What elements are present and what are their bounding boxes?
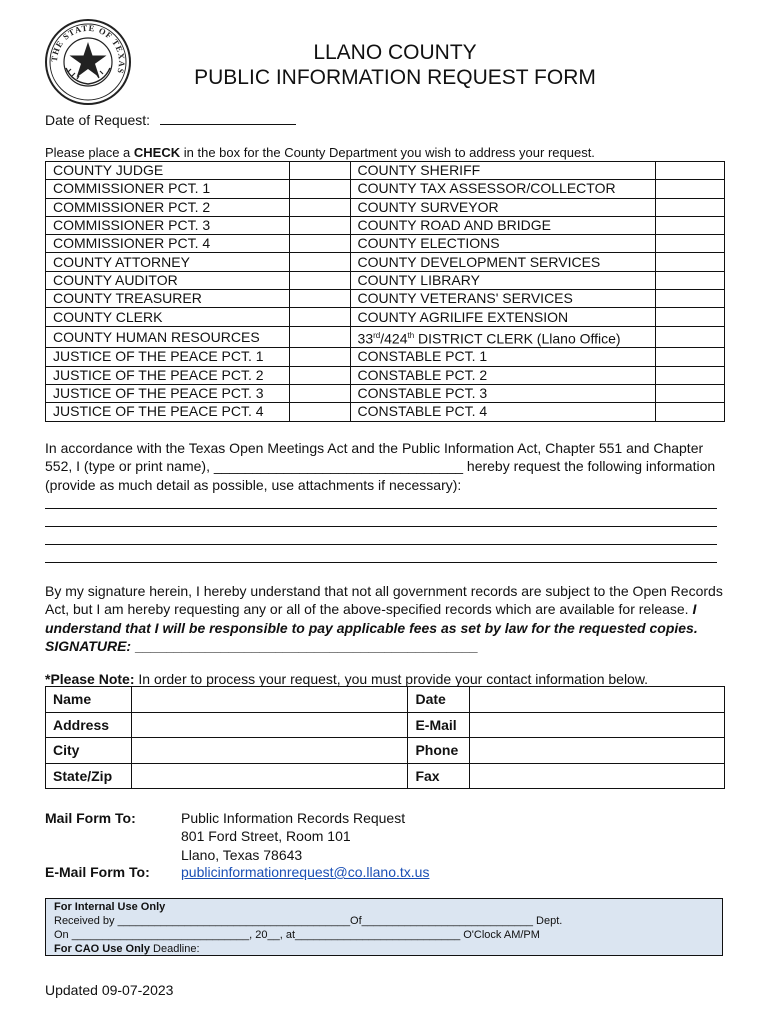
county-seal-logo — [44, 18, 132, 106]
received-by-line[interactable]: Received by ______________________________________Of____________________________ Dept. — [54, 915, 563, 927]
department-label: COMMISSIONER PCT. 4 — [46, 235, 290, 253]
department-checkbox[interactable] — [289, 348, 350, 366]
department-checkbox[interactable] — [656, 198, 725, 216]
department-checkbox[interactable] — [289, 180, 350, 198]
address-input[interactable] — [131, 712, 408, 738]
city-label: City — [46, 738, 132, 764]
email-input[interactable] — [470, 712, 725, 738]
department-label: COMMISSIONER PCT. 3 — [46, 216, 290, 234]
department-label: COUNTY AGRILIFE EXTENSION — [350, 308, 656, 326]
department-checkbox[interactable] — [656, 326, 725, 348]
department-label: JUSTICE OF THE PEACE PCT. 4 — [46, 403, 290, 421]
internal-use-title: For Internal Use Only — [54, 901, 166, 913]
department-label: COUNTY JUDGE — [46, 162, 290, 180]
department-row — [46, 403, 725, 421]
page-subtitle: PUBLIC INFORMATION REQUEST FORM — [194, 66, 596, 89]
department-row — [46, 366, 725, 384]
department-checkbox[interactable] — [289, 366, 350, 384]
email-link[interactable]: publicinformationrequest@co.llano.tx.us — [181, 864, 430, 880]
address-label: Address — [46, 712, 132, 738]
department-checkbox[interactable] — [656, 180, 725, 198]
mail-address-line2: 801 Ford Street, Room 101 — [181, 828, 351, 844]
department-label: COUNTY TAX ASSESSOR/COLLECTOR — [350, 180, 656, 198]
department-label: COUNTY SHERIFF — [350, 162, 656, 180]
department-checkbox[interactable] — [656, 366, 725, 384]
on-date-line[interactable]: On _____________________________, 20__, at___________________________ O'Clock AM/PM — [54, 929, 540, 941]
request-line-4[interactable] — [45, 562, 717, 563]
department-label: COMMISSIONER PCT. 2 — [46, 198, 290, 216]
department-row — [46, 348, 725, 366]
department-checkbox[interactable] — [656, 384, 725, 402]
request-paragraph: In accordance with the Texas Open Meetings Act and the Public Information Act, Chapter 551 and Chapter 552, I (type or print name), ________________________________ hereby request the following information (provide as much detail as possible, use attachments if necessary): — [45, 440, 716, 493]
contact-row-city — [46, 738, 725, 764]
department-checkbox[interactable] — [289, 162, 350, 180]
department-label: JUSTICE OF THE PEACE PCT. 2 — [46, 366, 290, 384]
department-label: COUNTY VETERANS' SERVICES — [350, 290, 656, 308]
department-label: COUNTY HUMAN RESOURCES — [46, 326, 290, 348]
department-label: JUSTICE OF THE PEACE PCT. 1 — [46, 348, 290, 366]
department-label: COUNTY TREASURER — [46, 290, 290, 308]
department-checkbox[interactable] — [656, 348, 725, 366]
contact-note: *Please Note: In order to process your request, you must provide your contact information below. — [45, 671, 649, 687]
page-title: LLANO COUNTY — [313, 41, 477, 64]
mail-address-line1: Public Information Records Request — [181, 810, 406, 826]
department-row — [46, 271, 725, 289]
department-label: COMMISSIONER PCT. 1 — [46, 180, 290, 198]
state-zip-label: State/Zip — [46, 763, 132, 789]
fax-label: Fax — [408, 763, 470, 789]
department-checkbox[interactable] — [289, 235, 350, 253]
phone-label: Phone — [408, 738, 470, 764]
department-row — [46, 216, 725, 234]
email-label: E-Mail — [408, 712, 470, 738]
contact-row-address — [46, 712, 725, 738]
department-row — [46, 162, 725, 180]
date-label: Date — [408, 687, 470, 713]
name-input[interactable] — [131, 687, 408, 713]
department-label: CONSTABLE PCT. 2 — [350, 366, 656, 384]
contact-row-name — [46, 687, 725, 713]
department-row — [46, 384, 725, 402]
department-checkbox[interactable] — [289, 308, 350, 326]
department-label: CONSTABLE PCT. 4 — [350, 403, 656, 421]
date-of-request-label: Date of Request: — [45, 112, 151, 128]
department-checkbox[interactable] — [289, 253, 350, 271]
check-instruction: Please place a CHECK in the box for the County Department you wish to address your request. — [45, 145, 595, 160]
department-label: COUNTY ROAD AND BRIDGE — [350, 216, 656, 234]
mail-form-label: Mail Form To: — [45, 810, 136, 826]
department-label: COUNTY AUDITOR — [46, 271, 290, 289]
department-checkbox[interactable] — [656, 253, 725, 271]
signature-paragraph: By my signature herein, I hereby understand that not all government records are subject to the Open Records Act, but I am hereby requesting any or all of the above-specified records which are available for release. I understand that I will be responsible to pay applicable fees as set by law for the requested copies. SIGNATURE: ____________________________________________ — [45, 583, 723, 655]
city-input[interactable] — [131, 738, 408, 764]
department-row — [46, 290, 725, 308]
department-checkbox[interactable] — [656, 308, 725, 326]
department-label: CONSTABLE PCT. 1 — [350, 348, 656, 366]
request-line-3[interactable] — [45, 544, 717, 545]
contact-table — [45, 686, 725, 789]
name-blank[interactable]: ________________________________ — [213, 458, 464, 475]
phone-input[interactable] — [470, 738, 725, 764]
department-checkbox[interactable] — [289, 384, 350, 402]
mail-address-line3: Llano, Texas 78643 — [181, 847, 303, 863]
department-row — [46, 235, 725, 253]
department-label: COUNTY LIBRARY — [350, 271, 656, 289]
department-table — [45, 161, 725, 422]
department-label: CONSTABLE PCT. 3 — [350, 384, 656, 402]
department-label: JUSTICE OF THE PEACE PCT. 3 — [46, 384, 290, 402]
request-line-1[interactable] — [45, 508, 717, 509]
signature-field[interactable]: ____________________________________________ — [131, 638, 478, 655]
date-input[interactable] — [470, 687, 725, 713]
department-label: COUNTY DEVELOPMENT SERVICES — [350, 253, 656, 271]
department-row — [46, 326, 725, 348]
request-line-2[interactable] — [45, 526, 717, 527]
department-checkbox[interactable] — [656, 290, 725, 308]
department-checkbox[interactable] — [656, 235, 725, 253]
department-checkbox[interactable] — [289, 326, 350, 348]
date-of-request-row — [45, 110, 296, 129]
department-label: COUNTY ATTORNEY — [46, 253, 290, 271]
cao-deadline-line: For CAO Use Only Deadline: — [54, 943, 200, 955]
updated-date: Updated 09-07-2023 — [45, 982, 174, 998]
department-checkbox[interactable] — [289, 198, 350, 216]
department-checkbox[interactable] — [656, 403, 725, 421]
department-row — [46, 253, 725, 271]
department-row — [46, 180, 725, 198]
department-label: COUNTY SURVEYOR — [350, 198, 656, 216]
internal-use-box — [45, 898, 723, 956]
department-checkbox[interactable] — [656, 271, 725, 289]
department-checkbox[interactable] — [289, 290, 350, 308]
state-zip-input[interactable] — [131, 763, 408, 789]
department-checkbox[interactable] — [289, 216, 350, 234]
email-form-label: E-Mail Form To: — [45, 864, 150, 880]
contact-row-state — [46, 763, 725, 789]
department-checkbox[interactable] — [656, 216, 725, 234]
department-row — [46, 308, 725, 326]
department-label: 33rd/424th DISTRICT CLERK (Llano Office) — [350, 326, 656, 348]
date-of-request-field[interactable] — [160, 110, 296, 125]
name-label: Name — [46, 687, 132, 713]
fax-input[interactable] — [470, 763, 725, 789]
department-checkbox[interactable] — [656, 162, 725, 180]
department-label: COUNTY CLERK — [46, 308, 290, 326]
department-row — [46, 198, 725, 216]
department-label: COUNTY ELECTIONS — [350, 235, 656, 253]
department-checkbox[interactable] — [289, 403, 350, 421]
department-checkbox[interactable] — [289, 271, 350, 289]
svg-text:THE STATE OF TEXAS: THE STATE OF TEXAS — [48, 22, 128, 76]
